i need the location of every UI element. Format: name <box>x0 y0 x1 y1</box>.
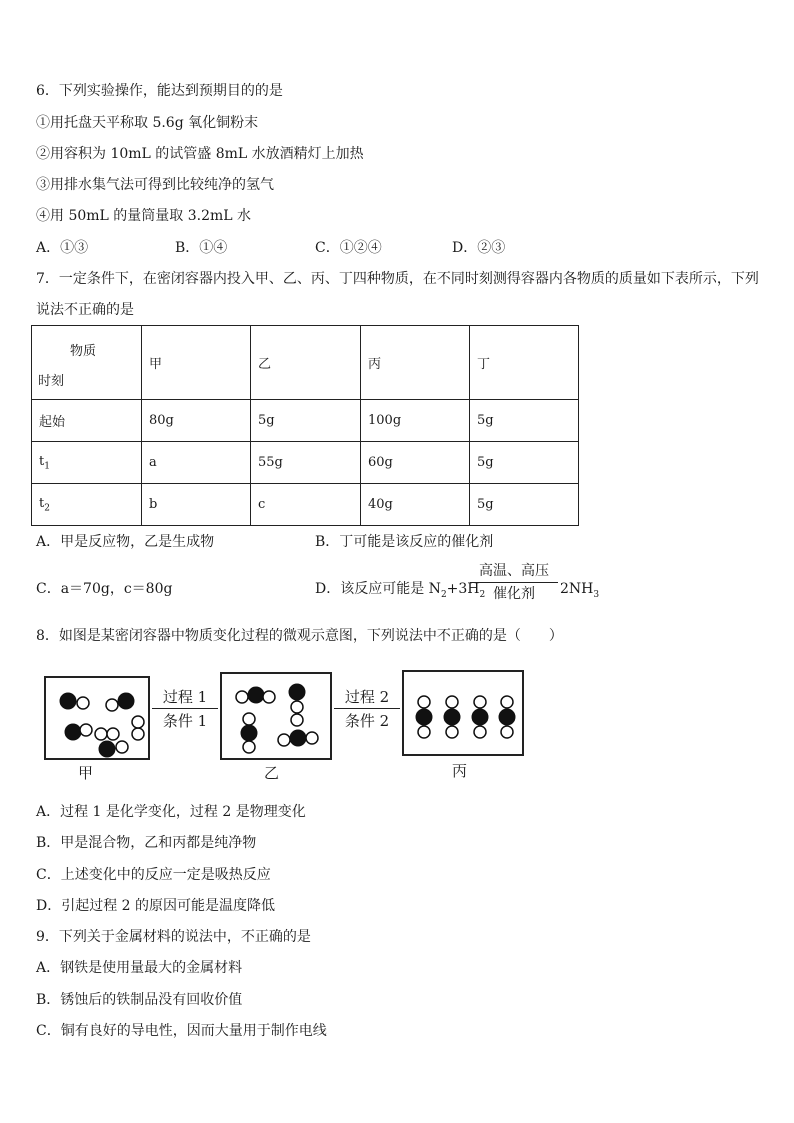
q6-option-d: D．②③ <box>452 240 506 256</box>
table-cell: 5g <box>251 400 361 442</box>
q9-option-c: C．铜有良好的导电性，因而大量用于制作电线 <box>36 1023 327 1039</box>
table-col-ding: 丁 <box>470 326 579 400</box>
bing-particles <box>404 672 522 754</box>
box-yi <box>220 672 332 760</box>
arrow-1-line <box>152 708 218 709</box>
q6-option-a: A．①③ <box>36 240 89 256</box>
label-yi: 乙 <box>264 764 280 782</box>
table-header-diagonal-cell <box>32 326 142 400</box>
arrow-2-line <box>334 708 400 709</box>
table-cell: 80g <box>142 400 251 442</box>
condition-2-label: 条件 2 <box>344 712 390 730</box>
q7-option-a: A．甲是反应物，乙是生成物 <box>36 534 215 550</box>
q8-option-d: D．引起过程 2 的原因可能是温度降低 <box>36 898 276 914</box>
table-cell: 5g <box>470 442 579 484</box>
table-cell: 55g <box>251 442 361 484</box>
q6-item-1: ①用托盘天平称取 5.6g 氧化铜粉末 <box>36 115 259 131</box>
q9-stem: 9．下列关于金属材料的说法中，不正确的是 <box>36 929 311 945</box>
table-cell: 40g <box>361 484 470 526</box>
q7-option-c: C．a＝70g，c＝80g <box>36 581 173 597</box>
table-cell: 100g <box>361 400 470 442</box>
process-2-label: 过程 2 <box>344 688 390 706</box>
q6-item-3: ③用排水集气法可得到比较纯净的氢气 <box>36 177 274 193</box>
table-col-jia: 甲 <box>142 326 251 400</box>
label-bing: 丙 <box>452 762 468 780</box>
reaction-condition <box>470 562 558 603</box>
q6-option-c: C．①②④ <box>315 240 382 256</box>
particle-diagram <box>38 666 528 786</box>
q7-stem-line1: 7．一定条件下，在密闭容器内投入甲、乙、丙、丁四种物质，在不同时刻测得容器内各物质的质量如下表所示，下列 <box>36 271 759 287</box>
q8-option-c: C．上述变化中的反应一定是吸热反应 <box>36 867 271 883</box>
q7-option-b: B．丁可能是该反应的催化剂 <box>315 534 494 550</box>
q7-stem-line2: 说法不正确的是 <box>36 302 134 318</box>
condition-1-label: 条件 1 <box>162 712 208 730</box>
q6-item-4: ④用 50mL 的量筒量取 3.2mL 水 <box>36 208 252 224</box>
row-label: 起始 <box>32 400 142 442</box>
table-row <box>32 400 579 442</box>
q8-option-b: B．甲是混合物，乙和丙都是纯净物 <box>36 835 257 851</box>
q6-item-2: ②用容积为 10mL 的试管盛 8mL 水放酒精灯上加热 <box>36 146 364 162</box>
table-header-substance: 物质 <box>70 344 97 359</box>
table-cell: c <box>251 484 361 526</box>
table-cell: a <box>142 442 251 484</box>
q7-option-d: D．该反应可能是 $N_2+3H_2$ <box>315 581 486 600</box>
q7-option-d-product: $2NH_3$ <box>560 581 600 600</box>
table-col-bing: 丙 <box>361 326 470 400</box>
jia-particles <box>46 678 148 758</box>
q9-option-b: B．锈蚀后的铁制品没有回收价值 <box>36 992 243 1008</box>
q9-option-a: A．钢铁是使用量最大的金属材料 <box>36 960 243 976</box>
table-header-time: 时刻 <box>38 374 65 389</box>
label-jia: 甲 <box>78 764 94 782</box>
q6-stem: 6．下列实验操作，能达到预期目的的是 <box>36 83 283 99</box>
table-col-yi: 乙 <box>251 326 361 400</box>
table-cell: 5g <box>470 484 579 526</box>
box-bing <box>402 670 524 756</box>
yi-particles <box>222 674 330 758</box>
row-label: $t_1$ <box>32 442 142 484</box>
row-label: $t_2$ <box>32 484 142 526</box>
table-cell: b <box>142 484 251 526</box>
process-1-label: 过程 1 <box>162 688 208 706</box>
table-cell: 5g <box>470 400 579 442</box>
condition-top: 高温、高压 <box>470 562 558 583</box>
q7-mass-table <box>31 325 579 526</box>
q8-option-a: A．过程 1 是化学变化，过程 2 是物理变化 <box>36 804 306 820</box>
condition-bottom: 催化剂 <box>493 586 535 602</box>
table-row <box>32 442 579 484</box>
table-row <box>32 484 579 526</box>
box-jia <box>44 676 150 760</box>
q6-option-b: B．①④ <box>175 240 228 256</box>
q8-stem: 8．如图是某密闭容器中物质变化过程的微观示意图，下列说法中不正确的是（ ） <box>36 628 563 644</box>
table-cell: 60g <box>361 442 470 484</box>
